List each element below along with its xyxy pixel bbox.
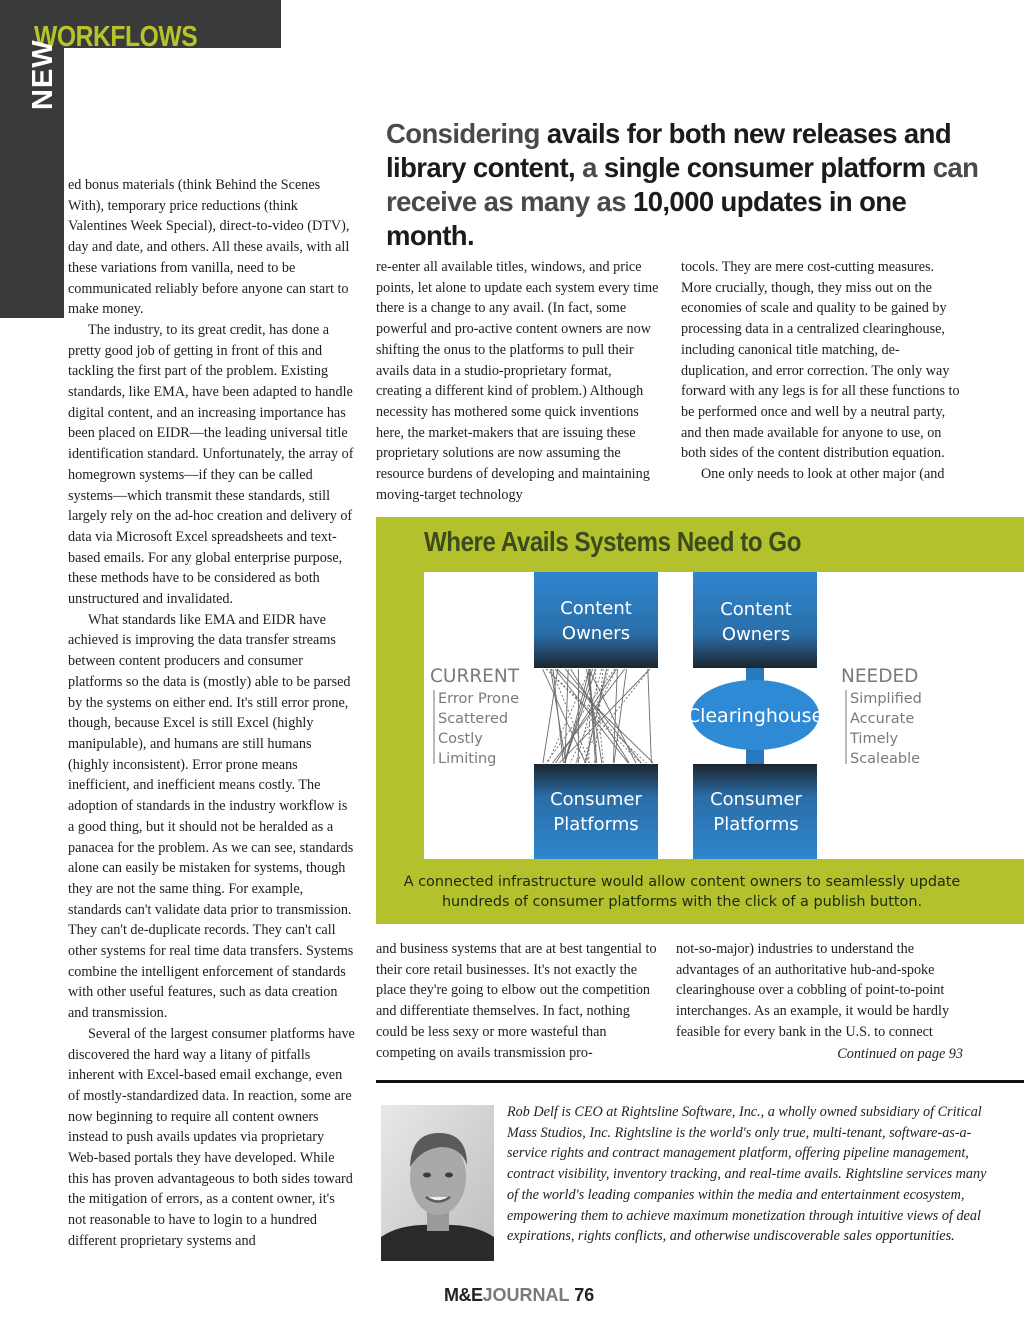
right-top-label-1: Content — [720, 599, 792, 620]
paragraph: Several of the largest consumer platforms have discovered the hard way a litany of pitfalls inherent with Excel-based email exchange, even of mostly-standardized data. In reaction, some are now beginning to require all content owners instead to push avails updates via proprietary Web-based portals they have developed. While this has proven advantageous to both sides toward the mitigation of errors, as a content owner, it's not reasonable to have to login to a hundred different proprietary systems and — [68, 1025, 355, 1249]
left-bottom-label-1: Consumer — [550, 789, 642, 810]
magazine-name: M&E — [444, 1285, 483, 1305]
article-column-2-bottom — [376, 939, 660, 1063]
figure-caption: A connected infrastructure would allow content owners to seamlessly update hundreds of consumer platforms with the click of a publish button. — [403, 874, 961, 910]
paragraph: not-so-major) industries to understand the advantages of an authoritative hub-and-spoke clearinghouse over a cobbling of point-to-point interchanges. As an example, it would be hardly feasible for every bank in the U.S. to connect — [676, 941, 950, 1040]
paragraph: ed bonus materials (think Behind the Scenes With), temporary price reductions (think Valentines Week Special), direct-to-video (DTV), day and date, and others. All these avails, with all these variations from vanilla, need to be communicated reliably before anyone can start to make money. — [68, 177, 350, 318]
author-divider — [376, 1080, 1024, 1083]
figure-title: Where Avails Systems Need to Go — [424, 526, 801, 557]
paragraph: and business systems that are at best tangential to their core retail businesses. It's not exactly the place they're going to elbow out the competition and differentiate themselves. In fact, nothing could be less sexy or more wasteful than competing on avails transmission pro- — [376, 941, 657, 1061]
tangled-line — [648, 669, 652, 763]
tangled-line — [551, 669, 589, 763]
page-footer — [444, 1285, 594, 1306]
paragraph: One only needs to look at other major (and — [701, 466, 945, 483]
left-content-owners-box — [534, 572, 658, 668]
author-photo — [381, 1105, 494, 1261]
new-tag: NEW — [27, 39, 59, 110]
current-item: Costly — [438, 731, 483, 747]
avails-diagram — [424, 572, 1024, 859]
paragraph: re-enter all available titles, windows, and price points, let alone to update each system every time there is a change to any avail. (In fact, some powerful and pro-active content owners are now shifting the onus to the platforms to pull their avails data in a studio-proprietary format, creating a different kind of problem.) Although necessity has mothered some quick inventions here, the market-makers that are issuing these proprietary solutions are now assuming the resource burdens of developing and maintaining moving-target technology — [376, 259, 659, 503]
right-bottom-label-1: Consumer — [710, 789, 802, 810]
paragraph: What standards like EMA and EIDR have achieved is improving the data transfer streams between content producers and consumer platforms so the data is (mostly) able to be parsed by the systems on either end. It's still error prone, though, because Excel is still Excel (highly manipulable), and humans are still humans (highly inconsistent). Error prone means inefficient, and inefficient means costly. The adoption of standards in the industry workflow is a good thing, but it should not be heralded as a panacea for the problem. As we can see, standards alone can easily be mistaken for systems, though they are not the same thing. For example, standards can't validate data prior to transmission. They can't de-duplicate records. They can't call other systems for real time data transfers. Systems combine the intelligent enforcement of standards with other useful features, such as data creation and transmission. — [68, 611, 354, 1022]
paragraph: tocols. They are mere cost-cutting measures. More crucially, though, they miss out on the economies of scale and quality to be gained by processing data in a centralized clearinghouse, including canonical title matching, de-duplication, and error correction. The only way forward with any legs is for all these functions to be performed once and well by a neutral party, and then made available for anyone to use, on both sides of the content distribution equation. — [681, 259, 960, 462]
hub-label: Clearinghouse — [686, 705, 824, 727]
right-bottom-label-2: Platforms — [713, 814, 799, 835]
article-column-3-bottom — [676, 939, 963, 1043]
needed-item: Simplified — [850, 691, 922, 707]
left-top-label-2: Owners — [561, 623, 631, 644]
continued-note: Continued on page 93 — [837, 1046, 963, 1062]
page-number: 76 — [574, 1285, 595, 1305]
left-consumer-platforms-box — [534, 764, 658, 859]
article-column-2-top — [376, 257, 660, 505]
needed-item: Scaleable — [850, 751, 921, 767]
pull-quote: Considering avails for both new releases and library content, a single consumer platform can receive as many as 10,000 updates in one month. — [386, 118, 979, 251]
right-consumer-platforms-box — [693, 764, 817, 859]
author-bio: Rob Delf is CEO at Rightsline Software, Inc., a wholly owned subsidiary of Critical Mass Studios, Inc. Rightsline is the world's only true, multi-tenant, software-as-a-service rights and contract management platform, offering pipeline management, contract visibility, inventory tracking, and real-time avails. Rightsline services many of the world's leading companies within the media and entertainment ecosystem, empowering them to achieve maximum monetization through intuitive views of deal expirations, rights conflicts, and otherwise undiscoverable sales opportunities. — [507, 1104, 987, 1245]
right-top-label-2: Owners — [721, 624, 791, 645]
current-item: Error Prone — [438, 691, 520, 707]
left-bottom-label-2: Platforms — [553, 814, 639, 835]
diagram-svg — [424, 572, 1024, 859]
article-column-1 — [68, 175, 355, 1252]
current-item: Limiting — [438, 751, 497, 767]
article-column-3-top — [681, 257, 961, 485]
journal-name: JOURNAL — [482, 1285, 570, 1305]
left-top-label-1: Content — [560, 598, 632, 619]
paragraph: The industry, to its great credit, has done a pretty good job of getting in front of this and tackling the first part of the problem. Existing standards, like EMA, have been adapted to handle digital content, and an increasing importance has been placed on EIDR—the leading universal title identification standard. Unfortunately, the array of homegrown systems—if they can be called systems—which transmit these standards, still largely rely on the ad-hoc creation and delivery of data via Microsoft Excel spreadsheets and text-based emails. For any global enterprise purpose, these methods have to be considered as both unstructured and invalidated. — [68, 321, 354, 608]
tangled-connections — [543, 669, 654, 763]
needed-heading: NEEDED — [841, 666, 919, 687]
current-heading: CURRENT — [430, 666, 519, 687]
current-item: Scattered — [438, 711, 509, 727]
tangled-line — [543, 669, 558, 763]
section-title: WORKFLOWS — [34, 21, 198, 53]
needed-item: Accurate — [850, 711, 915, 727]
right-content-owners-box — [693, 572, 817, 668]
needed-item: Timely — [850, 731, 899, 747]
